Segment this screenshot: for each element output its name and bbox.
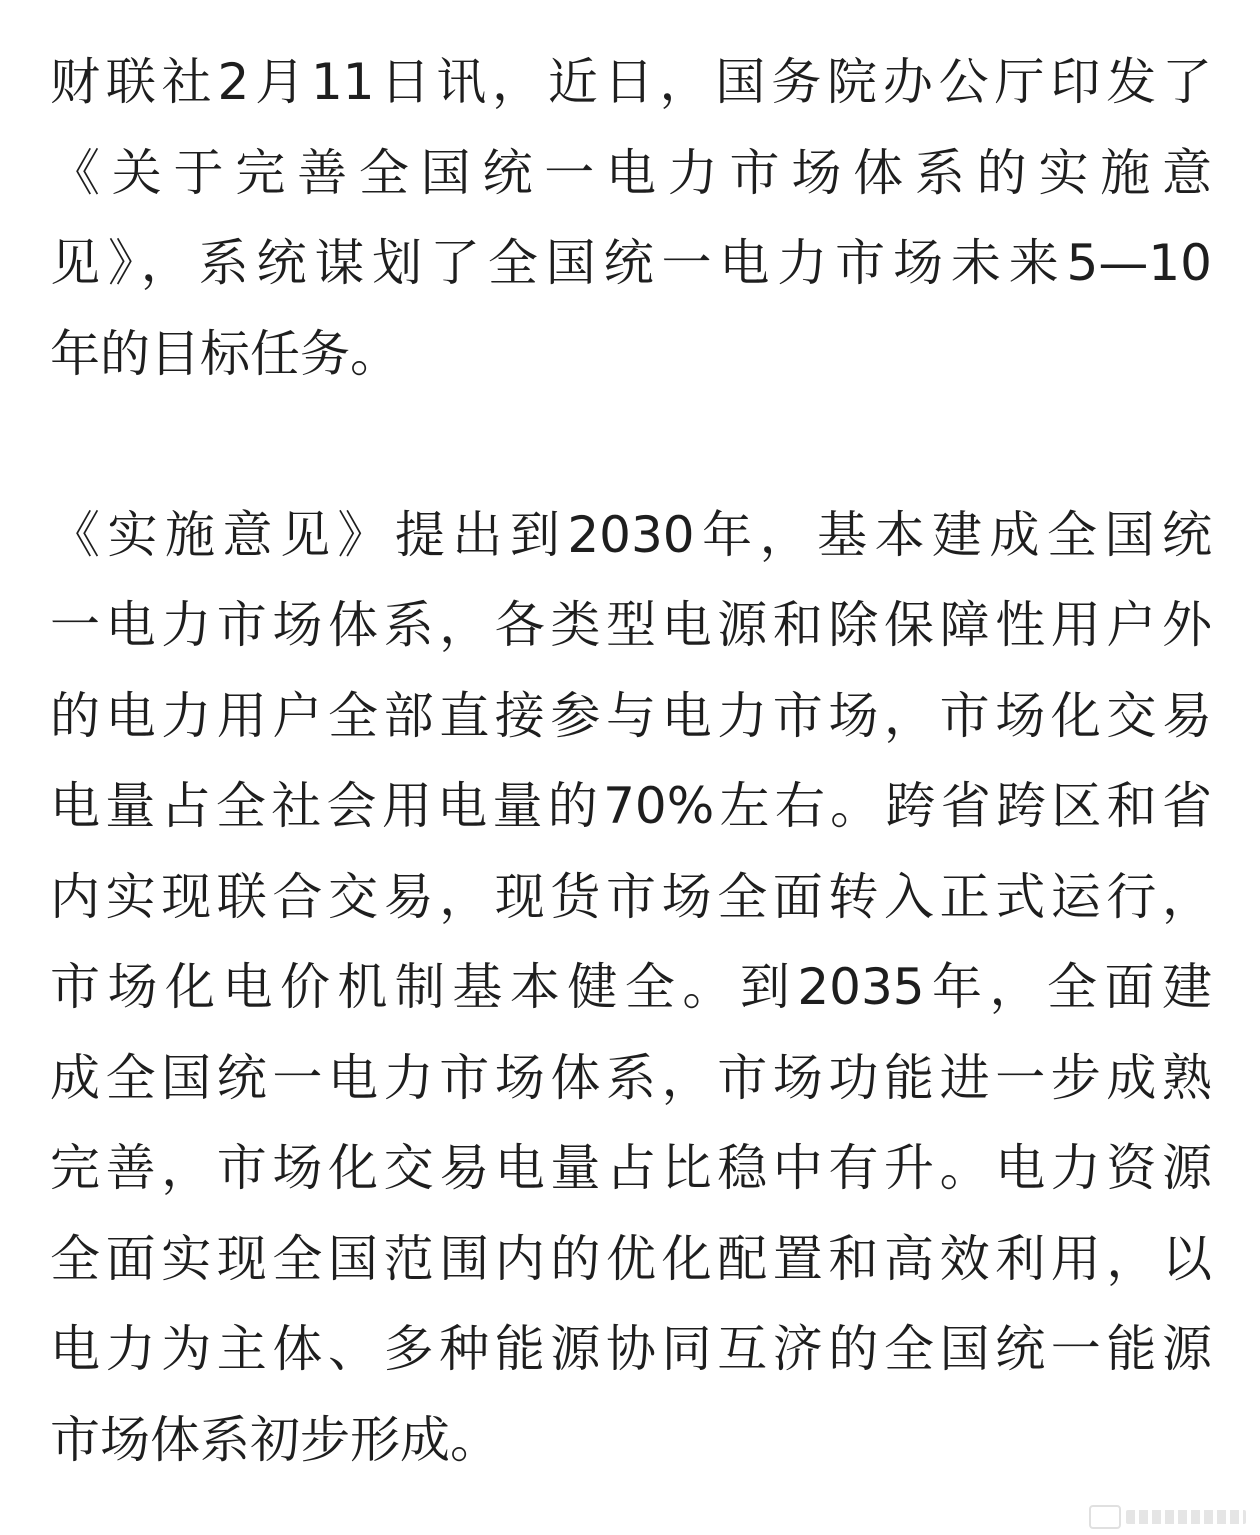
text-line: 完善，市场化交易电量占比稳中有升。电力资源: [50, 1139, 1212, 1197]
paragraph-2: [50, 490, 1212, 1486]
text-line: 市场体系初步形成。: [50, 1410, 500, 1469]
paragraph-1: [50, 37, 1212, 399]
text-line: 成全国统一电力市场体系，市场功能进一步成熟: [50, 1048, 1212, 1107]
text-line: 《实施意见》提出到2030年，基本建成全国统: [50, 505, 1212, 564]
watermark: [1089, 1505, 1246, 1529]
watermark-text-graphic: [1126, 1510, 1246, 1524]
article-body: [50, 37, 1212, 1485]
text-line: 市场化电价机制基本健全。到2035年，全面建: [50, 958, 1212, 1016]
text-line: 电力为主体、多种能源协同互济的全国统一能源: [50, 1320, 1212, 1378]
watermark-logo-icon: [1089, 1505, 1121, 1529]
text-line: 财联社2月11日讯，近日，国务院办公厅印发了: [50, 53, 1212, 111]
text-line: 见》，系统谋划了全国统一电力市场未来5—10: [50, 234, 1212, 292]
text-line: 全面实现全国范围内的优化配置和高效利用，以: [50, 1229, 1212, 1288]
text-line: 年的目标任务。: [50, 324, 400, 383]
paragraph-gap: [50, 399, 1212, 490]
text-line: 的电力用户全部直接参与电力市场，市场化交易: [50, 686, 1212, 745]
text-line: 内实现联合交易，现货市场全面转入正式运行，: [50, 867, 1212, 926]
text-line: 电量占全社会用电量的70%左右。跨省跨区和省: [50, 777, 1212, 835]
text-line: 《关于完善全国统一电力市场体系的实施意: [50, 143, 1212, 202]
text-line: 一电力市场体系，各类型电源和除保障性用户外: [50, 596, 1212, 654]
